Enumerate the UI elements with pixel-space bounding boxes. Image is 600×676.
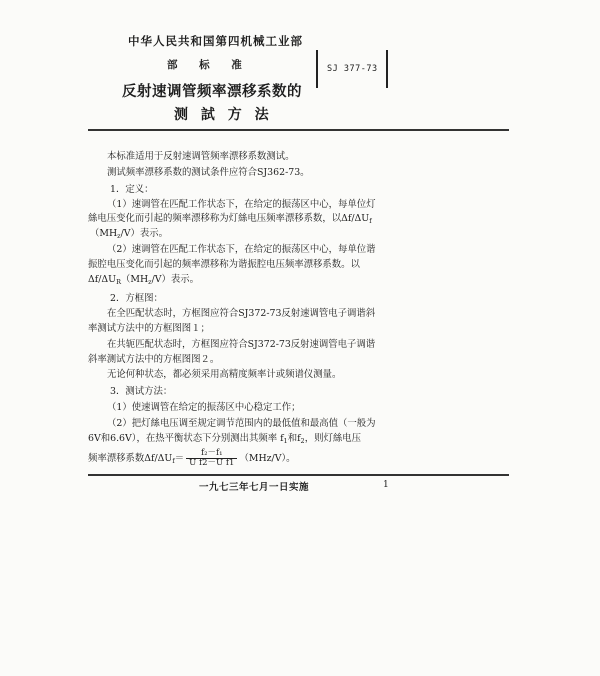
definition-2-line-1: （2）速调管在匹配工作状态下，在给定的振荡区中心，每单位谐 xyxy=(107,244,376,255)
definition-2-line-2: 振腔电压变化而引起的频率漂移称为谐振腔电压频率漂移系数。以 xyxy=(88,259,360,270)
block-diagram-conjugate-line-2: 斜率测试方法中的方框图图２。 xyxy=(88,354,220,365)
standard-code: SJ 377-73 xyxy=(327,64,378,74)
section-1-heading: 1．定义： xyxy=(110,184,154,195)
drift-coefficient-fraction xyxy=(186,449,237,468)
method-step-2-formula-line: 频率漂移系数$\Delta f/\Delta U_f=$ $\frac{\text{f₂－f₁}}{\text{U f2－U f1}}$ （MHz/V）。 xyxy=(88,448,296,468)
footer-rule xyxy=(88,474,509,476)
block-diagram-full-match-line-2: 率测试方法中的方框图图１； xyxy=(88,323,210,334)
block-diagram-conjugate-line-1: 在共轭匹配状态时，方框图应符合SJ372-73反射速调管电子调谐 xyxy=(107,339,376,350)
definition-1-line-2: 絲电压变化而引起的频率漂移称为灯絲电压频率漂移系数，以$\Delta f/\Delta U_f$ xyxy=(88,213,372,225)
effective-date: 一九七三年七月一日实施 xyxy=(199,482,310,493)
definition-2-line-3: $\Delta f/\Delta U_R(MH_z/V)$表示。 xyxy=(88,274,200,286)
definition-1-line-1: （1）速调管在匹配工作状态下，在给定的振荡区中心，每单位灯 xyxy=(107,199,376,210)
ministry-name: 中华人民共和国第四机械工业部 xyxy=(128,34,303,48)
scope-sentence: 本标准适用于反射速调管频率漂移系数测试。 xyxy=(107,151,295,162)
document-title-line1: 反射速调管频率漂移系数的 xyxy=(122,83,302,100)
fraction-numerator: f₂－f₁ xyxy=(186,449,237,459)
section-3-heading: 3．测试方法： xyxy=(110,386,173,397)
page-number: 1 xyxy=(383,480,389,490)
fraction-denominator: U f2－U f1 xyxy=(189,458,235,468)
method-step-2-line-1: （2）把灯絲电压调至规定调节范围内的最低值和最高值（一般为 xyxy=(107,418,376,429)
measurement-requirement: 无论何种状态，都必须采用高精度频率计或频谱仪测量。 xyxy=(107,369,342,380)
method-step-1: （1）使速调管在给定的振荡区中心稳定工作； xyxy=(107,402,301,413)
definition-1-line-3: $(MH_z/V)$表示。 xyxy=(90,228,169,240)
method-step-2-line-2: 6V和6.6V），在热平衡状态下分别测出其频率 $f_1$和$f_2$，则灯絲电压 xyxy=(88,433,361,445)
conditions-sentence: 测试频率漂移系数的测试条件应符合SJ362-73。 xyxy=(107,167,310,178)
block-diagram-full-match-line-1: 在全匹配状态时，方框图应符合SJ372-73反射速调管电子调谐斜 xyxy=(107,308,376,319)
document-title-line2: 测 試 方 法 xyxy=(174,107,270,123)
section-2-heading: 2．方框图： xyxy=(110,293,163,304)
standard-type: 部 标 准 xyxy=(167,59,244,71)
header-rule xyxy=(88,129,509,131)
